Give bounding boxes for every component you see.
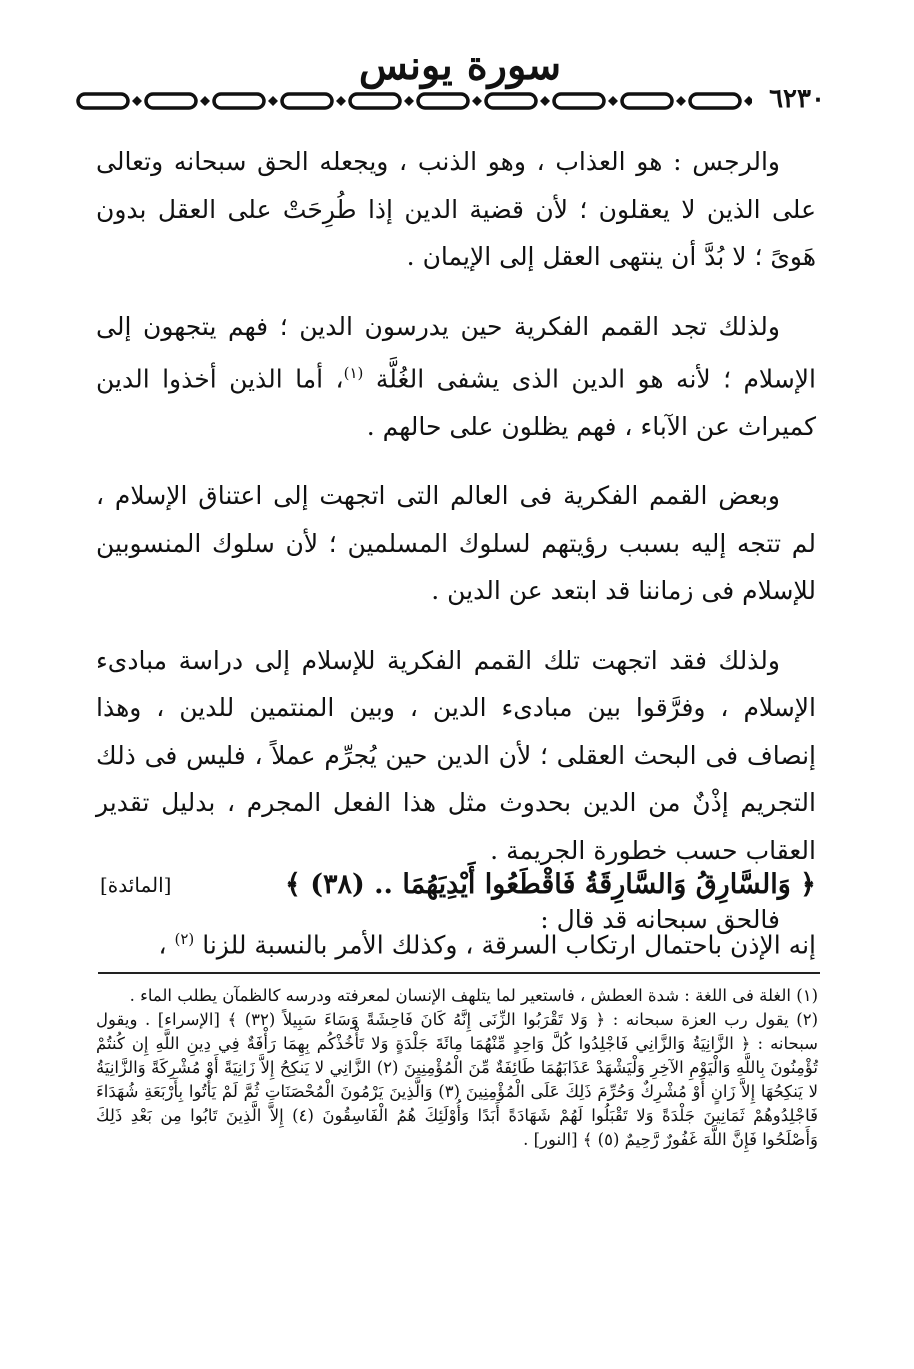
- paragraph-part: ولذلك تجد القمم الفكرية حين يدرسون الدين ؛ فهم يتجهون إلى الإسلام ؛ لأنه هو الدين الذى يشفى الغُلَّة: [96, 311, 817, 394]
- footnote-ref: (٢): [174, 930, 195, 948]
- body-text: [96, 138, 816, 944]
- paragraph: فالحق سبحانه قد قال :: [540, 905, 780, 935]
- footnote-ref: (١): [343, 364, 364, 382]
- surah-title: سورة يونس: [358, 42, 562, 89]
- footnote-divider: [98, 972, 820, 974]
- closing-punctuation: ،: [158, 930, 167, 960]
- paragraph-part: ، أما الذين أخذوا الدين كميراث عن الآباء ، فهم يظلون على حالهم .: [96, 364, 816, 441]
- closing-text: إنه الإذن باحتمال ارتكاب السرقة ، وكذلك الأمر بالنسبة للزنا: [202, 930, 816, 960]
- footnote: (١) الغلة فى اللغة : شدة العطش ، فاستعير لما يتلهف الإنسان لمعرفته ودرسه كالظمآن يطلب الماء .: [129, 986, 818, 1005]
- verse-reference: [المائدة]: [100, 873, 172, 897]
- closing-line: [96, 916, 816, 969]
- paragraph: [96, 303, 816, 451]
- paragraph: ولذلك فقد اتجهت تلك القمم الفكرية للإسلام إلى دراسة مبادىء الإسلام ، وفرَّقوا بين مبادىء الدين ، وبين المنتمين للدين ، وهذا إنصاف فى البحث العقلى ؛ لأن الدين حين يُجرِّم عملاً ، فليس فى ذلك التجريم إذْنٌ من الدين بحدوث مثل هذا الفعل المجرم ، بدليل تقدير العقاب حسب خطورة الجريمة .: [96, 645, 816, 865]
- footnote: (٢) يقول رب العزة سبحانه : ﴿ وَلا تَقْرَبُوا الزِّنَى إِنَّهُ كَانَ فَاحِشَةً وَسَاءَ سَبِيلاً (٣٢) ﴾ [الإسراء] . ويقول سبحانه : ﴿ الزَّانِيَةُ وَالزَّانِي فَاجْلِدُوا كُلَّ وَاحِدٍ مِّنْهُمَا مِائَةَ جَلْدَةٍ وَلا تَأْخُذْكُم بِهِمَا رَأْفَةٌ فِي دِينِ اللَّهِ إِن كُنتُمْ تُؤْمِنُونَ بِاللَّهِ وَالْيَوْمِ الآخِرِ وَلْيَشْهَدْ عَذَابَهُمَا طَائِفَةٌ مِّنَ الْمُؤْمِنِينَ (٢) الزَّانِي لا يَنكِحُ إِلاَّ زَانِيَةً أَوْ مُشْرِكَةً وَالزَّانِيَةُ لا يَنكِحُهَا إِلاَّ زَانٍ أَوْ مُشْرِكٌ وَحُرِّمَ ذَلِكَ عَلَى الْمُؤْمِنِينَ (٣) وَالَّذِينَ يَرْمُونَ الْمُحْصَنَاتِ ثُمَّ لَمْ يَأْتُوا بِأَرْبَعَةِ شُهَدَاءَ فَاجْلِدُوهُمْ ثَمَانِينَ جَلْدَةً وَلا تَقْبَلُوا لَهُمْ شَهَادَةً أَبَدًا وَأُوْلَئِكَ هُمُ الْفَاسِقُونَ (٤) إِلاَّ الَّذِينَ تَابُوا مِن بَعْدِ ذَلِكَ وَأَصْلَحُوا فَإِنَّ اللَّهَ غَفُورٌ رَّحِيمٌ (٥) ﴾ [النور] .: [96, 1010, 819, 1149]
- ornamental-border: [74, 88, 844, 114]
- paragraph: والرجس : هو العذاب ، وهو الذنب ، ويجعله الحق سبحانه وتعالى على الذين لا يعقلون ؛ لأن قضية الدين إذا طُرِحَتْ على العقل بدون هَوىً ؛ لا بُدَّ أن ينتهى العقل إلى الإيمان .: [96, 147, 816, 271]
- paragraph: وبعض القمم الفكرية فى العالم التى اتجهت إلى اعتناق الإسلام ، لم تتجه إليه بسبب رؤيتهم لسلوك المسلمين ؛ لأن سلوك المنسوبين للإسلام فى زماننا قد ابتعد عن الدين .: [96, 481, 816, 606]
- page-number: ٦٢٣٠: [752, 84, 842, 114]
- footnotes: [96, 984, 818, 1152]
- quran-verse-line: [100, 862, 816, 912]
- quran-verse: ﴿ وَالسَّارِقُ وَالسَّارِقَةُ فَاقْطَعُوا أَيْدِيَهُمَا .. (٣٨) ﴾: [284, 869, 816, 900]
